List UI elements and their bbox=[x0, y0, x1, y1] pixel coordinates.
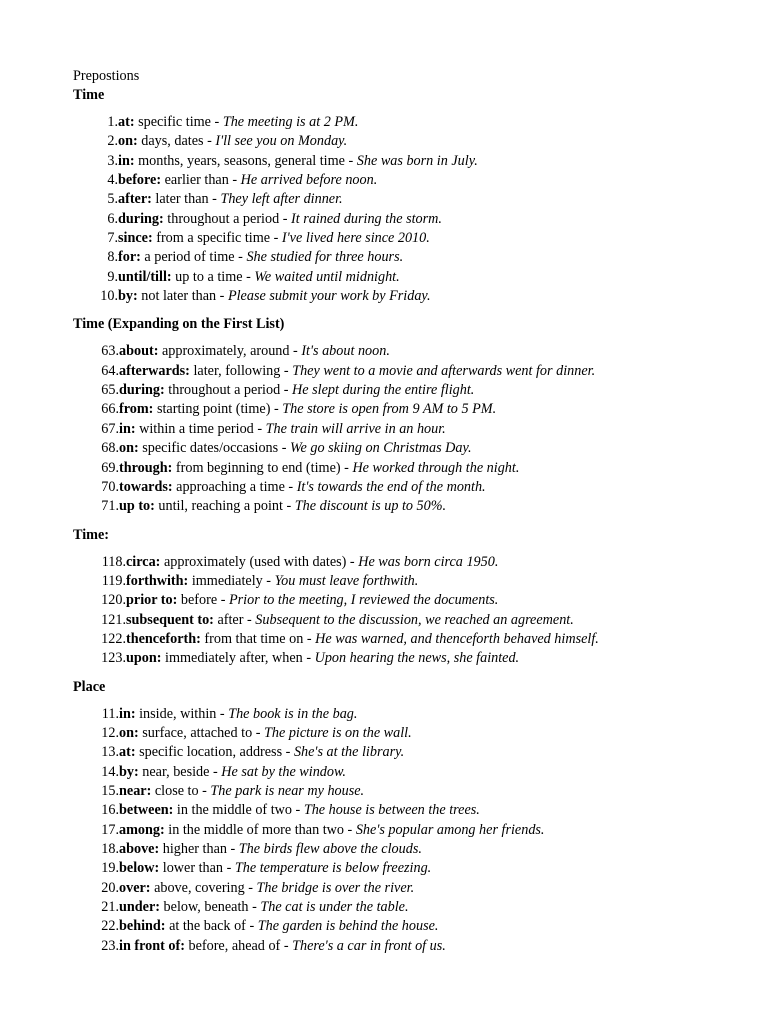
definition: near, beside bbox=[142, 763, 210, 780]
example-sentence: Prior to the meeting, I reviewed the documents. bbox=[228, 592, 499, 609]
item-number: 120. bbox=[101, 592, 126, 609]
preposition-term: afterwards: bbox=[119, 362, 190, 379]
item-number: 122. bbox=[101, 630, 126, 647]
example-sentence: Upon hearing the news, she fainted. bbox=[314, 650, 520, 667]
preposition-term: in: bbox=[119, 705, 136, 722]
preposition-term: in front of: bbox=[119, 937, 185, 954]
preposition-term: from: bbox=[119, 401, 154, 418]
list-item: 20.over: above, covering - The bridge is over the river. bbox=[73, 879, 753, 898]
list-item: 11.in: inside, within - The book is in the bag. bbox=[73, 705, 753, 724]
definition: days, dates bbox=[141, 133, 204, 150]
item-number: 4. bbox=[107, 172, 118, 189]
item-number: 20. bbox=[101, 879, 119, 896]
preposition-term: above: bbox=[119, 841, 160, 857]
section-heading-time-expanding: Time (Expanding on the First List) bbox=[73, 316, 285, 333]
definition: after bbox=[217, 611, 244, 628]
item-number: 3. bbox=[107, 152, 118, 169]
item-number: 71. bbox=[101, 498, 119, 515]
item-number: 17. bbox=[101, 821, 119, 838]
list-item: 19.below: lower than - The temperature is below freezing. bbox=[73, 859, 753, 878]
definition: approximately (used with dates) bbox=[163, 553, 347, 570]
example-sentence: She was born in July. bbox=[356, 152, 478, 169]
list-item: 120.prior to: before - Prior to the meeting, I reviewed the documents. bbox=[73, 591, 753, 610]
example-sentence: He was born circa 1950. bbox=[358, 553, 499, 570]
definition: from beginning to end (time) bbox=[175, 459, 341, 476]
preposition-term: since: bbox=[118, 230, 153, 247]
list-item: 70.towards: approaching a time - It's towards the end of the month. bbox=[73, 478, 753, 497]
document-page bbox=[73, 66, 753, 956]
example-sentence: They left after dinner. bbox=[220, 191, 343, 208]
example-sentence: She's popular among her friends. bbox=[355, 821, 545, 838]
entry-list-time-formal bbox=[73, 553, 753, 669]
preposition-term: until/till: bbox=[118, 268, 172, 285]
example-sentence: The train will arrive in an hour. bbox=[265, 420, 446, 437]
item-number: 22. bbox=[101, 918, 119, 935]
example-sentence: It's towards the end of the month. bbox=[296, 478, 486, 495]
preposition-term: prior to: bbox=[126, 592, 178, 609]
list-item: 13.at: specific location, address - She's at the library. bbox=[73, 743, 753, 762]
definition: specific location, address bbox=[139, 744, 283, 761]
section-heading-time: Time bbox=[73, 87, 105, 103]
list-item: 119.forthwith: immediately - You must leave forthwith. bbox=[73, 572, 753, 591]
preposition-term: after: bbox=[118, 191, 152, 208]
example-sentence: He slept during the entire flight. bbox=[292, 382, 475, 399]
item-number: 118. bbox=[101, 553, 126, 570]
definition: inside, within bbox=[139, 705, 217, 722]
definition: approaching a time bbox=[176, 478, 285, 495]
preposition-term: up to: bbox=[119, 498, 155, 515]
example-sentence: He worked through the night. bbox=[352, 459, 520, 476]
preposition-term: over: bbox=[119, 879, 151, 896]
item-number: 119. bbox=[101, 572, 126, 589]
preposition-term: thenceforth: bbox=[126, 630, 201, 647]
item-number: 65. bbox=[101, 382, 119, 399]
item-number: 66. bbox=[101, 401, 119, 418]
list-item: 66.from: starting point (time) - The store is open from 9 AM to 5 PM. bbox=[73, 400, 753, 419]
definition: in the middle of two bbox=[176, 802, 292, 819]
list-item: 8.for: a period of time - She studied for three hours. bbox=[73, 248, 753, 267]
example-sentence: I've lived here since 2010. bbox=[281, 230, 430, 247]
preposition-term: near: bbox=[119, 782, 152, 799]
definition: within a time period bbox=[139, 420, 254, 437]
preposition-term: in: bbox=[118, 152, 135, 169]
definition: starting point (time) bbox=[156, 401, 271, 418]
list-item: 4.before: earlier than - He arrived before noon. bbox=[73, 171, 753, 190]
preposition-term: through: bbox=[119, 459, 173, 476]
item-number: 121. bbox=[101, 611, 126, 628]
list-item: 121.subsequent to: after - Subsequent to the discussion, we reached an agreement. bbox=[73, 611, 753, 630]
entry-list-place bbox=[73, 705, 753, 956]
example-sentence: The cat is under the table. bbox=[260, 899, 409, 916]
item-number: 6. bbox=[107, 210, 118, 227]
definition: immediately after, when bbox=[165, 650, 303, 667]
example-sentence: We waited until midnight. bbox=[254, 268, 400, 285]
list-item: 12.on: surface, attached to - The picture is on the wall. bbox=[73, 724, 753, 743]
item-number: 64. bbox=[101, 362, 119, 379]
definition: later than bbox=[155, 191, 209, 208]
list-item: 23.in front of: before, ahead of - There's a car in front of us. bbox=[73, 937, 753, 956]
item-number: 9. bbox=[107, 268, 118, 285]
item-number: 70. bbox=[101, 478, 119, 495]
item-number: 69. bbox=[101, 459, 119, 476]
definition: throughout a period bbox=[167, 210, 280, 227]
preposition-term: during: bbox=[119, 382, 165, 399]
definition: not later than bbox=[141, 288, 217, 305]
preposition-term: towards: bbox=[119, 478, 173, 495]
preposition-term: between: bbox=[119, 802, 174, 819]
preposition-term: upon: bbox=[126, 650, 162, 667]
list-item: 10.by: not later than - Please submit your work by Friday. bbox=[73, 287, 753, 306]
definition: higher than bbox=[162, 841, 227, 857]
definition: from that time on bbox=[204, 630, 304, 647]
definition: before bbox=[180, 592, 218, 609]
preposition-term: forthwith: bbox=[126, 572, 189, 589]
example-sentence: Subsequent to the discussion, we reached an agreement. bbox=[255, 611, 574, 628]
example-sentence: The discount is up to 50%. bbox=[294, 498, 447, 515]
example-sentence: The bridge is over the river. bbox=[256, 879, 415, 896]
list-item: 68.on: specific dates/occasions - We go skiing on Christmas Day. bbox=[73, 439, 753, 458]
definition: earlier than bbox=[164, 172, 229, 189]
preposition-term: behind: bbox=[119, 918, 166, 935]
example-sentence: The meeting is at 2 PM. bbox=[222, 114, 359, 130]
list-item: 122.thenceforth: from that time on - He was warned, and thenceforth behaved himself. bbox=[73, 630, 753, 649]
item-number: 21. bbox=[101, 899, 119, 916]
item-number: 23. bbox=[101, 937, 119, 954]
example-sentence: The temperature is below freezing. bbox=[234, 860, 432, 877]
example-sentence: It's about noon. bbox=[301, 343, 390, 360]
example-sentence: He sat by the window. bbox=[221, 763, 346, 780]
item-number: 68. bbox=[101, 440, 119, 457]
item-number: 7. bbox=[107, 230, 118, 247]
definition: a period of time bbox=[144, 249, 235, 266]
definition: specific time bbox=[138, 114, 211, 130]
example-sentence: There's a car in front of us. bbox=[292, 937, 446, 954]
example-sentence: The picture is on the wall. bbox=[264, 724, 412, 741]
preposition-term: subsequent to: bbox=[126, 611, 214, 628]
definition: surface, attached to bbox=[142, 724, 253, 741]
preposition-term: circa: bbox=[126, 553, 161, 570]
item-number: 11. bbox=[101, 705, 119, 722]
item-number: 18. bbox=[101, 841, 119, 857]
preposition-term: below: bbox=[119, 860, 160, 877]
definition: in the middle of more than two bbox=[168, 821, 344, 838]
list-item: 2.on: days, dates - I'll see you on Monday. bbox=[73, 132, 753, 151]
item-number: 13. bbox=[101, 744, 119, 761]
example-sentence: She studied for three hours. bbox=[246, 249, 404, 266]
definition: specific dates/occasions bbox=[142, 440, 279, 457]
example-sentence: The park is near my house. bbox=[210, 782, 365, 799]
preposition-term: for: bbox=[118, 249, 141, 266]
preposition-term: in: bbox=[119, 420, 136, 437]
item-number: 67. bbox=[101, 420, 119, 437]
list-item: 15.near: close to - The park is near my house. bbox=[73, 782, 753, 801]
preposition-term: among: bbox=[119, 821, 165, 838]
example-sentence: The house is between the trees. bbox=[303, 802, 480, 819]
example-sentence: He arrived before noon. bbox=[240, 172, 378, 189]
definition: before, ahead of bbox=[188, 937, 281, 954]
preposition-term: by: bbox=[118, 288, 138, 305]
item-number: 8. bbox=[107, 249, 118, 266]
preposition-term: on: bbox=[119, 724, 139, 741]
list-item: 6.during: throughout a period - It rained during the storm. bbox=[73, 210, 753, 229]
definition: approximately, around bbox=[161, 343, 290, 360]
example-sentence: The garden is behind the house. bbox=[257, 918, 439, 935]
entry-list-time-expanding bbox=[73, 342, 753, 516]
list-item: 9.until/till: up to a time - We waited until midnight. bbox=[73, 268, 753, 287]
list-item: 123.upon: immediately after, when - Upon hearing the news, she fainted. bbox=[73, 649, 753, 668]
preposition-term: under: bbox=[119, 899, 160, 916]
list-item: 118.circa: approximately (used with dates) - He was born circa 1950. bbox=[73, 553, 753, 572]
preposition-term: on: bbox=[118, 133, 138, 150]
item-number: 63. bbox=[101, 343, 119, 360]
preposition-term: during: bbox=[118, 210, 164, 227]
example-sentence: He was warned, and thenceforth behaved himself. bbox=[315, 630, 599, 647]
item-number: 5. bbox=[107, 191, 118, 208]
item-number: 16. bbox=[101, 802, 119, 819]
definition: below, beneath bbox=[163, 899, 249, 916]
example-sentence: You must leave forthwith. bbox=[274, 572, 419, 589]
definition: months, years, seasons, general time bbox=[138, 152, 345, 169]
list-item: 65.during: throughout a period - He slept during the entire flight. bbox=[73, 381, 753, 400]
list-item: 14.by: near, beside - He sat by the window. bbox=[73, 763, 753, 782]
list-item: 67.in: within a time period - The train will arrive in an hour. bbox=[73, 420, 753, 439]
list-item: 21.under: below, beneath - The cat is under the table. bbox=[73, 898, 753, 917]
definition: close to bbox=[154, 782, 199, 799]
preposition-term: on: bbox=[119, 440, 139, 457]
list-item: 69.through: from beginning to end (time) - He worked through the night. bbox=[73, 459, 753, 478]
example-sentence: We go skiing on Christmas Day. bbox=[290, 440, 472, 457]
list-item: 7.since: from a specific time - I've lived here since 2010. bbox=[73, 229, 753, 248]
example-sentence: She's at the library. bbox=[293, 744, 405, 761]
item-number: 19. bbox=[101, 860, 119, 877]
example-sentence: They went to a movie and afterwards went for dinner. bbox=[292, 362, 596, 379]
list-item: 63.about: approximately, around - It's about noon. bbox=[73, 342, 753, 361]
definition: later, following bbox=[193, 362, 281, 379]
list-item: 17.among: in the middle of more than two - She's popular among her friends. bbox=[73, 821, 753, 840]
item-number: 123. bbox=[101, 650, 126, 667]
item-number: 14. bbox=[101, 763, 119, 780]
preposition-term: about: bbox=[119, 343, 159, 360]
item-number: 10. bbox=[100, 288, 118, 305]
list-item: 3.in: months, years, seasons, general time - She was born in July. bbox=[73, 152, 753, 171]
definition: lower than bbox=[162, 860, 224, 877]
example-sentence: Please submit your work by Friday. bbox=[227, 288, 431, 305]
definition: at the back of bbox=[169, 918, 246, 935]
section-heading-place: Place bbox=[73, 678, 106, 695]
preposition-term: before: bbox=[118, 172, 162, 189]
item-number: 2. bbox=[107, 133, 118, 150]
definition: above, covering bbox=[154, 879, 245, 896]
example-sentence: It rained during the storm. bbox=[291, 210, 442, 227]
item-number: 15. bbox=[101, 782, 119, 799]
entry-list-time bbox=[73, 113, 753, 306]
preposition-term: at: bbox=[119, 744, 136, 761]
definition: up to a time bbox=[175, 268, 243, 285]
document-title: Prepostions bbox=[73, 68, 140, 84]
example-sentence: The store is open from 9 AM to 5 PM. bbox=[282, 401, 497, 418]
list-item: 5.after: later than - They left after dinner. bbox=[73, 190, 753, 209]
preposition-term: by: bbox=[119, 763, 139, 780]
example-sentence: The book is in the bag. bbox=[228, 705, 358, 722]
list-item: 16.between: in the middle of two - The house is between the trees. bbox=[73, 801, 753, 820]
preposition-term: at: bbox=[118, 114, 135, 130]
definition: until, reaching a point bbox=[158, 498, 283, 515]
section-heading-time-formal: Time: bbox=[73, 526, 109, 543]
item-number: 1. bbox=[107, 114, 118, 130]
example-sentence: I'll see you on Monday. bbox=[215, 133, 348, 150]
list-item: 1.at: specific time - The meeting is at 2 PM. bbox=[73, 113, 753, 132]
list-item: 64.afterwards: later, following - They went to a movie and afterwards went for dinner. bbox=[73, 362, 753, 381]
list-item: 71.up to: until, reaching a point - The discount is up to 50%. bbox=[73, 497, 753, 516]
definition: throughout a period bbox=[168, 382, 281, 399]
example-sentence: The birds flew above the clouds. bbox=[238, 841, 422, 857]
item-number: 12. bbox=[101, 724, 119, 741]
definition: immediately bbox=[191, 572, 263, 589]
list-item: 18.above: higher than - The birds flew above the clouds. bbox=[73, 840, 753, 859]
list-item: 22.behind: at the back of - The garden is behind the house. bbox=[73, 917, 753, 936]
definition: from a specific time bbox=[156, 230, 271, 247]
